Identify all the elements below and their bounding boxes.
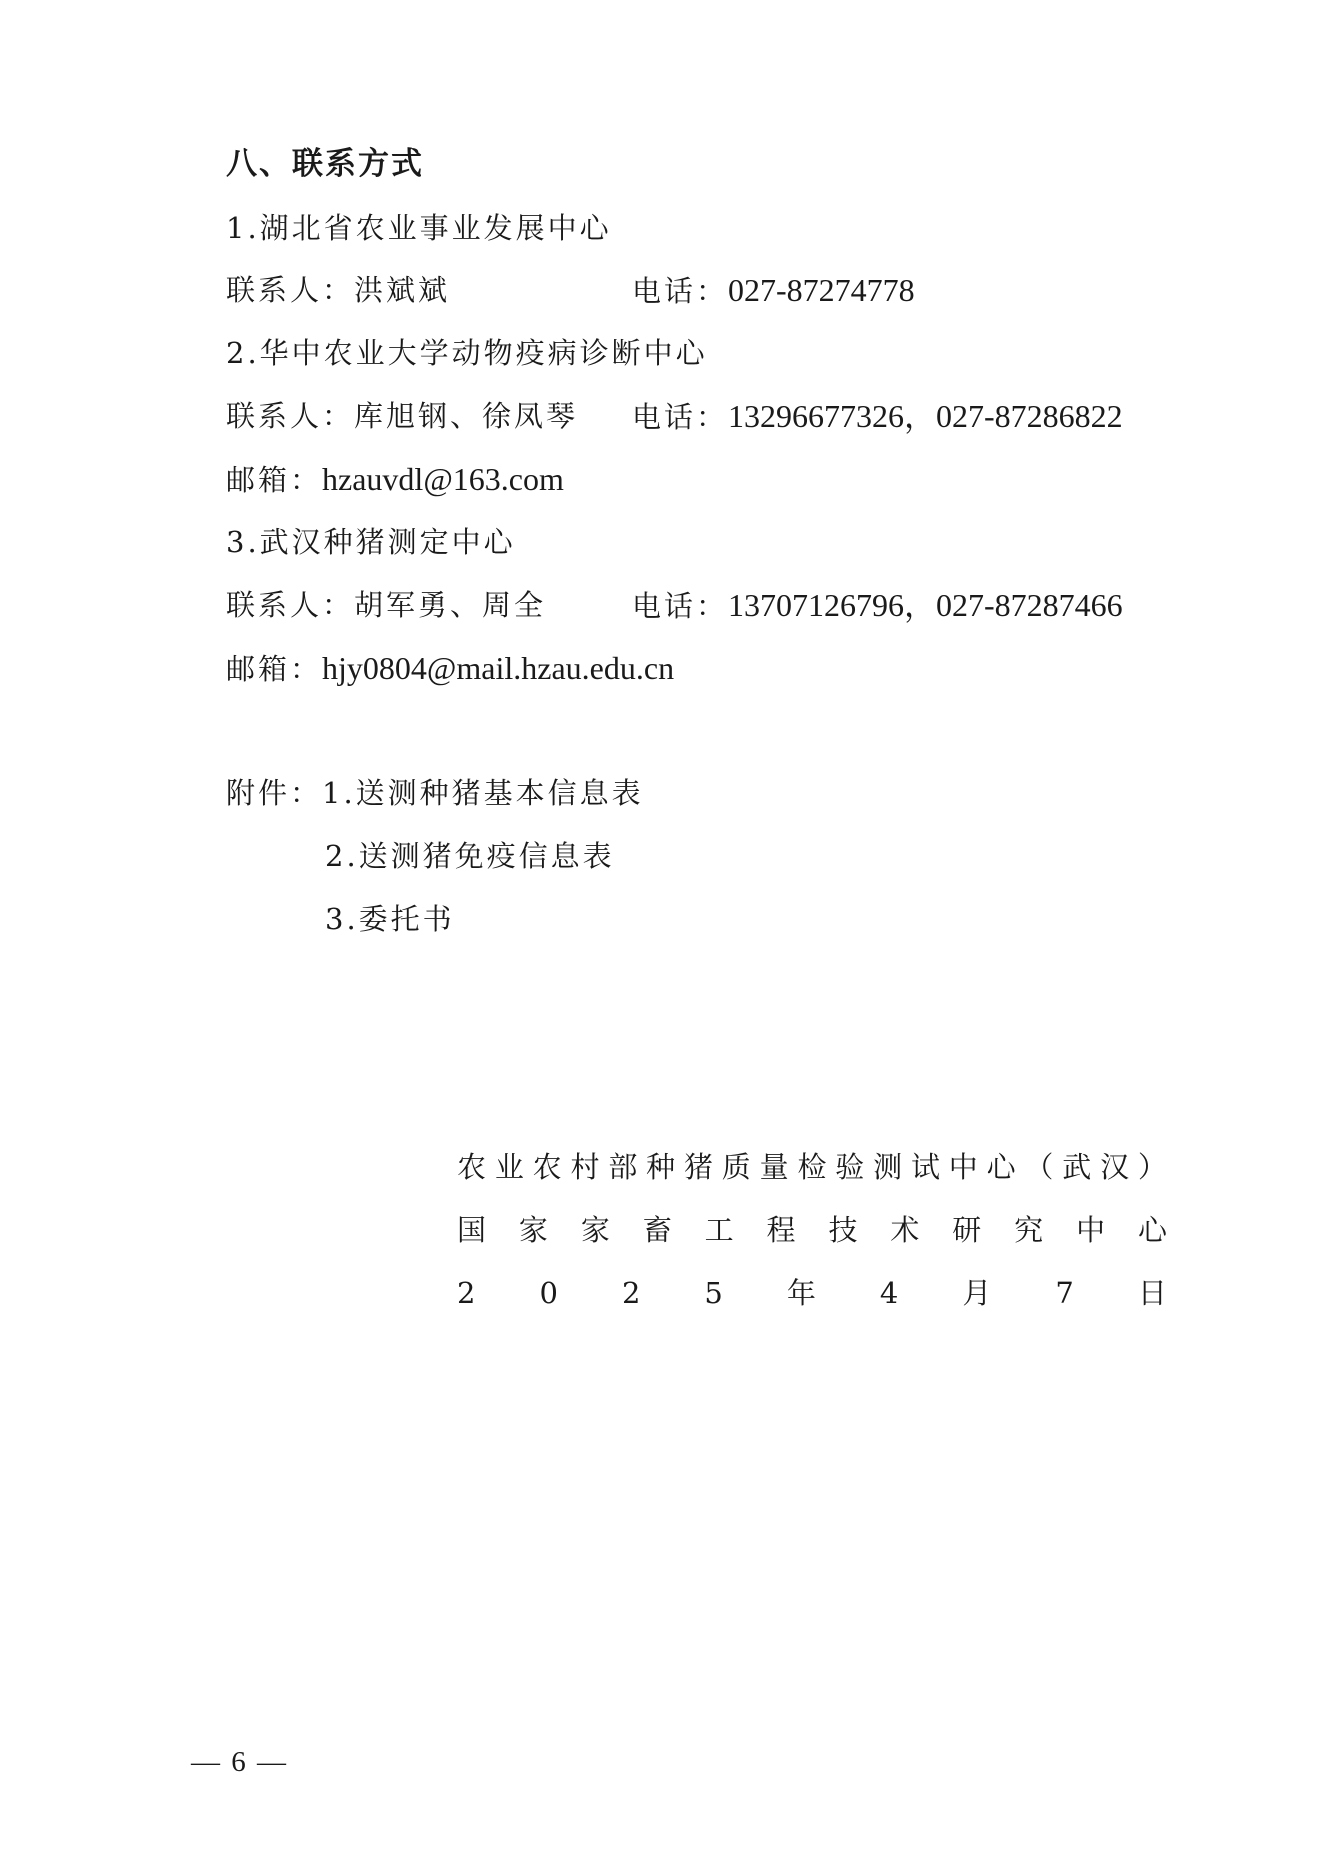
signature-char: 日: [1137, 1276, 1167, 1310]
section-heading: 八、联系方式: [226, 146, 424, 182]
signature-char: 畜: [642, 1213, 672, 1247]
signature-char: 0: [539, 1276, 558, 1310]
signature-char: 猪: [683, 1150, 713, 1184]
signature-char: 2: [457, 1276, 476, 1310]
signature-char: 年: [786, 1276, 816, 1310]
contact-1-phone-value: 027-87274778: [728, 272, 915, 308]
signature-char: 村: [570, 1150, 600, 1184]
signature-char: 中: [1076, 1213, 1106, 1247]
contact-1-person: 联系人：洪斌斌: [226, 273, 451, 307]
signature-char: 汉: [1100, 1150, 1130, 1184]
signature-char: 5: [704, 1276, 723, 1310]
contact-2-email-label: 邮箱：: [226, 463, 323, 497]
signature-char: 术: [890, 1213, 920, 1247]
attachment-item-2: 2.送测猪免疫信息表: [325, 839, 615, 873]
contact-2-email-line: [226, 459, 564, 500]
signature-char: （: [1024, 1150, 1054, 1184]
signature-char: 7: [1055, 1276, 1074, 1310]
contact-3-org: 3.武汉种猪测定中心: [226, 525, 516, 559]
contact-3-email-line: [226, 648, 674, 689]
signature-char: 研: [952, 1213, 982, 1247]
signature-char: 技: [828, 1213, 858, 1247]
contact-2-phone-line: [632, 396, 1123, 437]
signature-char: 农: [532, 1150, 562, 1184]
contact-1-phone-line: [632, 270, 915, 311]
contact-2-email-value: hzauvdl@163.com: [322, 461, 564, 497]
contact-1-person-line: [226, 270, 450, 310]
signature-char: 检: [797, 1150, 827, 1184]
contact-2-person-line: [226, 396, 578, 436]
attachments-label: 附件：: [226, 776, 323, 810]
signature-char: 验: [835, 1150, 865, 1184]
signature-char: 种: [646, 1150, 676, 1184]
signature-char: 月: [962, 1276, 992, 1310]
contact-3-person-line: [226, 585, 546, 625]
signature-org-1: [457, 1147, 1167, 1187]
contact-3-email-label: 邮箱：: [226, 652, 323, 686]
contact-3-person: 联系人：胡军勇、周全: [226, 588, 547, 622]
signature-char: ）: [1137, 1150, 1167, 1184]
signature-char: 工: [704, 1213, 734, 1247]
attachment-item-3: 3.委托书: [325, 902, 455, 936]
attachment-item-1: 1.送测种猪基本信息表: [322, 776, 644, 810]
signature-char: 测: [873, 1150, 903, 1184]
signature-org-2: [457, 1210, 1167, 1250]
contact-1-org: 1.湖北省农业事业发展中心: [226, 211, 612, 245]
signature-char: 心: [986, 1150, 1016, 1184]
signature-char: 4: [879, 1276, 899, 1310]
contact-2-phone-value: 13296677326，027-87286822: [728, 398, 1123, 434]
signature-char: 中: [948, 1150, 978, 1184]
contact-2-person: 联系人：库旭钢、徐凤琴: [226, 399, 579, 433]
signature-char: 家: [518, 1213, 548, 1247]
signature-char: 家: [580, 1213, 610, 1247]
signature-char: 量: [759, 1150, 789, 1184]
signature-char: 业: [494, 1150, 524, 1184]
signature-char: 农: [457, 1150, 487, 1184]
signature-char: 究: [1014, 1213, 1044, 1247]
signature-char: 试: [910, 1150, 940, 1184]
contact-3-email-value: hjy0804@mail.hzau.edu.cn: [322, 650, 675, 686]
signature-char: 质: [721, 1150, 751, 1184]
signature-date: [457, 1273, 1167, 1313]
contact-3-phone-value: 13707126796，027-87287466: [728, 587, 1123, 623]
signature-char: 部: [608, 1150, 638, 1184]
contact-1-phone-label: 电话：: [632, 274, 729, 308]
signature-char: 程: [766, 1213, 796, 1247]
signature-char: 武: [1062, 1150, 1092, 1184]
contact-2-org: 2.华中农业大学动物疫病诊断中心: [226, 336, 708, 370]
contact-3-phone-label: 电话：: [632, 589, 729, 623]
signature-char: 心: [1137, 1213, 1167, 1247]
attachments-line-1: [226, 773, 644, 813]
signature-char: 2: [621, 1276, 641, 1310]
contact-3-phone-line: [632, 585, 1123, 626]
page-number: — 6 —: [191, 1746, 288, 1778]
signature-char: 国: [457, 1213, 487, 1247]
contact-2-phone-label: 电话：: [632, 400, 729, 434]
